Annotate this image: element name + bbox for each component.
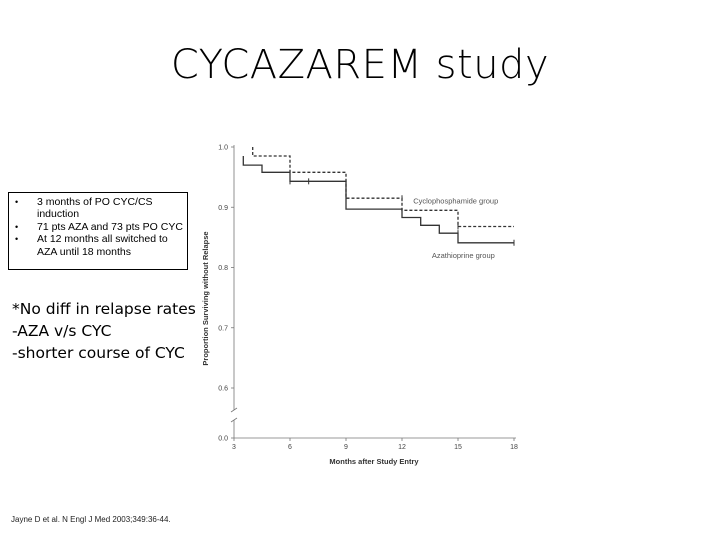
series-label-cyclophosphamide: Cyclophosphamide group: [413, 196, 499, 206]
x-tick-label: 12: [398, 444, 406, 451]
y-ticks: [218, 145, 234, 443]
y-axis-title: Proportion Surviving without Relapse: [201, 231, 210, 366]
findings-notes: [12, 298, 196, 364]
x-tick-label: 9: [344, 444, 348, 451]
citation: Jayne D et al. N Engl J Med 2003;349:36-44.: [11, 515, 171, 524]
kaplan-meier-chart: [196, 132, 536, 472]
y-tick-label: 0.6: [218, 385, 228, 393]
y-axis-break-mark: [231, 408, 237, 422]
y-tick-label: 0.8: [218, 265, 228, 272]
note-no-difference: *No diff in relapse rates: [12, 300, 196, 318]
slide-title: CYCAZAREM study: [170, 42, 550, 88]
study-design-box: [8, 192, 188, 270]
series-label-azathioprine: Azathioprine group: [431, 250, 495, 260]
y-tick-label: 1.0: [218, 144, 228, 152]
note-aza-vs-cyc: -AZA v/s CYC: [12, 322, 112, 340]
series-lines: [243, 147, 514, 243]
bullet-patients: • 71 pts AZA and 73 pts PO CYC: [13, 221, 183, 233]
bullet-induction: • 3 months of PO CYC/CS induction: [13, 196, 183, 221]
x-tick-label: 15: [454, 444, 462, 451]
x-tick-label: 6: [288, 444, 292, 451]
series-line-cyclophosphamide: [253, 147, 514, 227]
study-design-list: [13, 196, 183, 258]
x-tick-label: 3: [232, 444, 236, 451]
y-tick-label: 0.9: [218, 204, 228, 212]
note-shorter-cyc: -shorter course of CYC: [12, 344, 185, 362]
y-tick-label: 0.7: [218, 325, 228, 333]
x-ticks: [232, 438, 518, 451]
x-axis-title: Months after Study Entry: [329, 457, 419, 466]
y-tick-label: 0.0: [218, 435, 228, 443]
x-tick-label: 18: [510, 444, 518, 451]
axes: [231, 145, 516, 438]
bullet-switch: • At 12 months all switched to AZA until 18 months: [13, 233, 183, 258]
